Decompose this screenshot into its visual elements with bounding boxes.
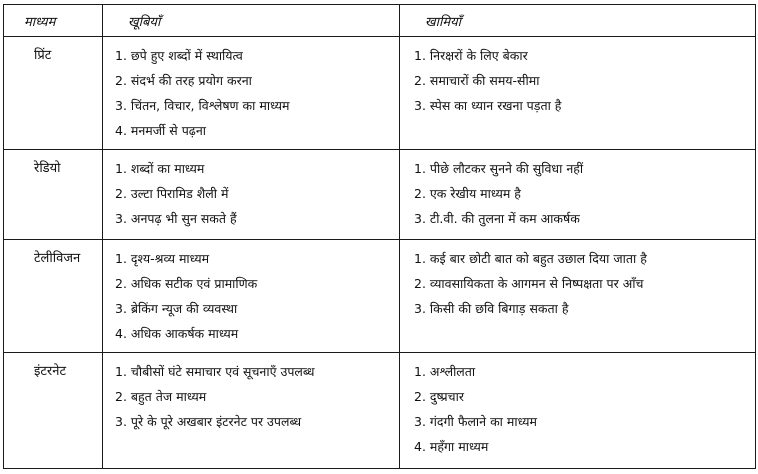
media-comparison-table — [3, 4, 756, 469]
merit-item: 3. ब्रेकिंग न्यूज की व्यवस्था — [115, 300, 238, 316]
merit-item: 2. बहुत तेज माध्यम — [115, 388, 207, 404]
demerit-item: 1. अश्लीलता — [414, 363, 476, 379]
table-row-print — [4, 37, 756, 150]
header-medium: माध्यम — [4, 5, 103, 37]
demerit-item: 3. स्पेस का ध्यान रखना पड़ता है — [414, 98, 562, 113]
merit-item: 1. चौबीसों घंटे समाचार एवं सूचनाएँ उपलब्ध — [115, 363, 315, 379]
header-merits: खूबियाँ — [103, 5, 400, 37]
merit-item: 3. चिंतन, विचार, विश्लेषण का माध्यम — [115, 98, 290, 113]
medium-cell: टेलीविजन — [4, 239, 103, 352]
table-row-internet — [4, 352, 756, 468]
table-row-television — [4, 239, 756, 352]
table-row-radio — [4, 150, 756, 240]
demerit-item: 1. पीछे लौटकर सुनने की सुविधा नहीं — [414, 161, 584, 177]
demerit-item: 4. महँगा माध्यम — [414, 438, 489, 454]
demerit-item: 2. व्यावसायिकता के आगमन से निष्पक्षता पर आँच — [414, 275, 644, 291]
merit-item: 4. अधिक आकर्षक माध्यम — [115, 325, 239, 341]
comparison-table-container — [3, 4, 755, 469]
table-header-row — [4, 5, 756, 37]
demerit-item: 1. कई बार छोटी बात को बहुत उछाल दिया जाता है — [414, 250, 647, 266]
merits-cell — [103, 150, 400, 240]
merit-item: 3. पूरे के पूरे अखबार इंटरनेट पर उपलब्ध — [115, 413, 302, 429]
medium-cell: इंटरनेट — [4, 352, 103, 468]
demerit-item: 2. दुष्प्रचार — [414, 388, 464, 404]
demerit-item: 1. निरक्षरों के लिए बेकार — [414, 48, 528, 63]
merits-cell — [103, 352, 400, 468]
demerit-item: 3. टी.वी. की तुलना में कम आकर्षक — [414, 211, 580, 227]
merits-cell — [103, 239, 400, 352]
demerits-cell — [400, 150, 756, 240]
medium-cell: प्रिंट — [4, 37, 103, 150]
demerits-cell — [400, 352, 756, 468]
merits-cell — [103, 37, 400, 150]
demerit-item: 3. किसी की छवि बिगाड़ सकता है — [414, 300, 569, 316]
merit-item: 2. संदर्भ की तरह प्रयोग करना — [115, 73, 252, 88]
merit-item: 2. उल्टा पिरामिड शैली में — [115, 186, 229, 202]
merit-item: 1. दृश्य-श्रव्य माध्यम — [115, 250, 210, 266]
demerits-cell — [400, 37, 756, 150]
header-demerits: खामियाँ — [400, 5, 756, 37]
demerits-cell — [400, 239, 756, 352]
merit-item: 1. छपे हुए शब्दों में स्थायित्व — [115, 48, 243, 63]
demerit-item: 2. समाचारों की समय-सीमा — [414, 73, 540, 88]
demerit-item: 2. एक रेखीय माध्यम है — [414, 186, 521, 202]
medium-cell: रेडियो — [4, 150, 103, 240]
merit-item: 1. शब्दों का माध्यम — [115, 161, 205, 177]
merit-item: 3. अनपढ़ भी सुन सकते हैं — [115, 211, 237, 227]
merit-item: 2. अधिक सटीक एवं प्रामाणिक — [115, 275, 258, 291]
merit-item: 4. मनमर्जी से पढ़ना — [115, 123, 207, 138]
demerit-item: 3. गंदगी फैलाने का माध्यम — [414, 413, 538, 429]
